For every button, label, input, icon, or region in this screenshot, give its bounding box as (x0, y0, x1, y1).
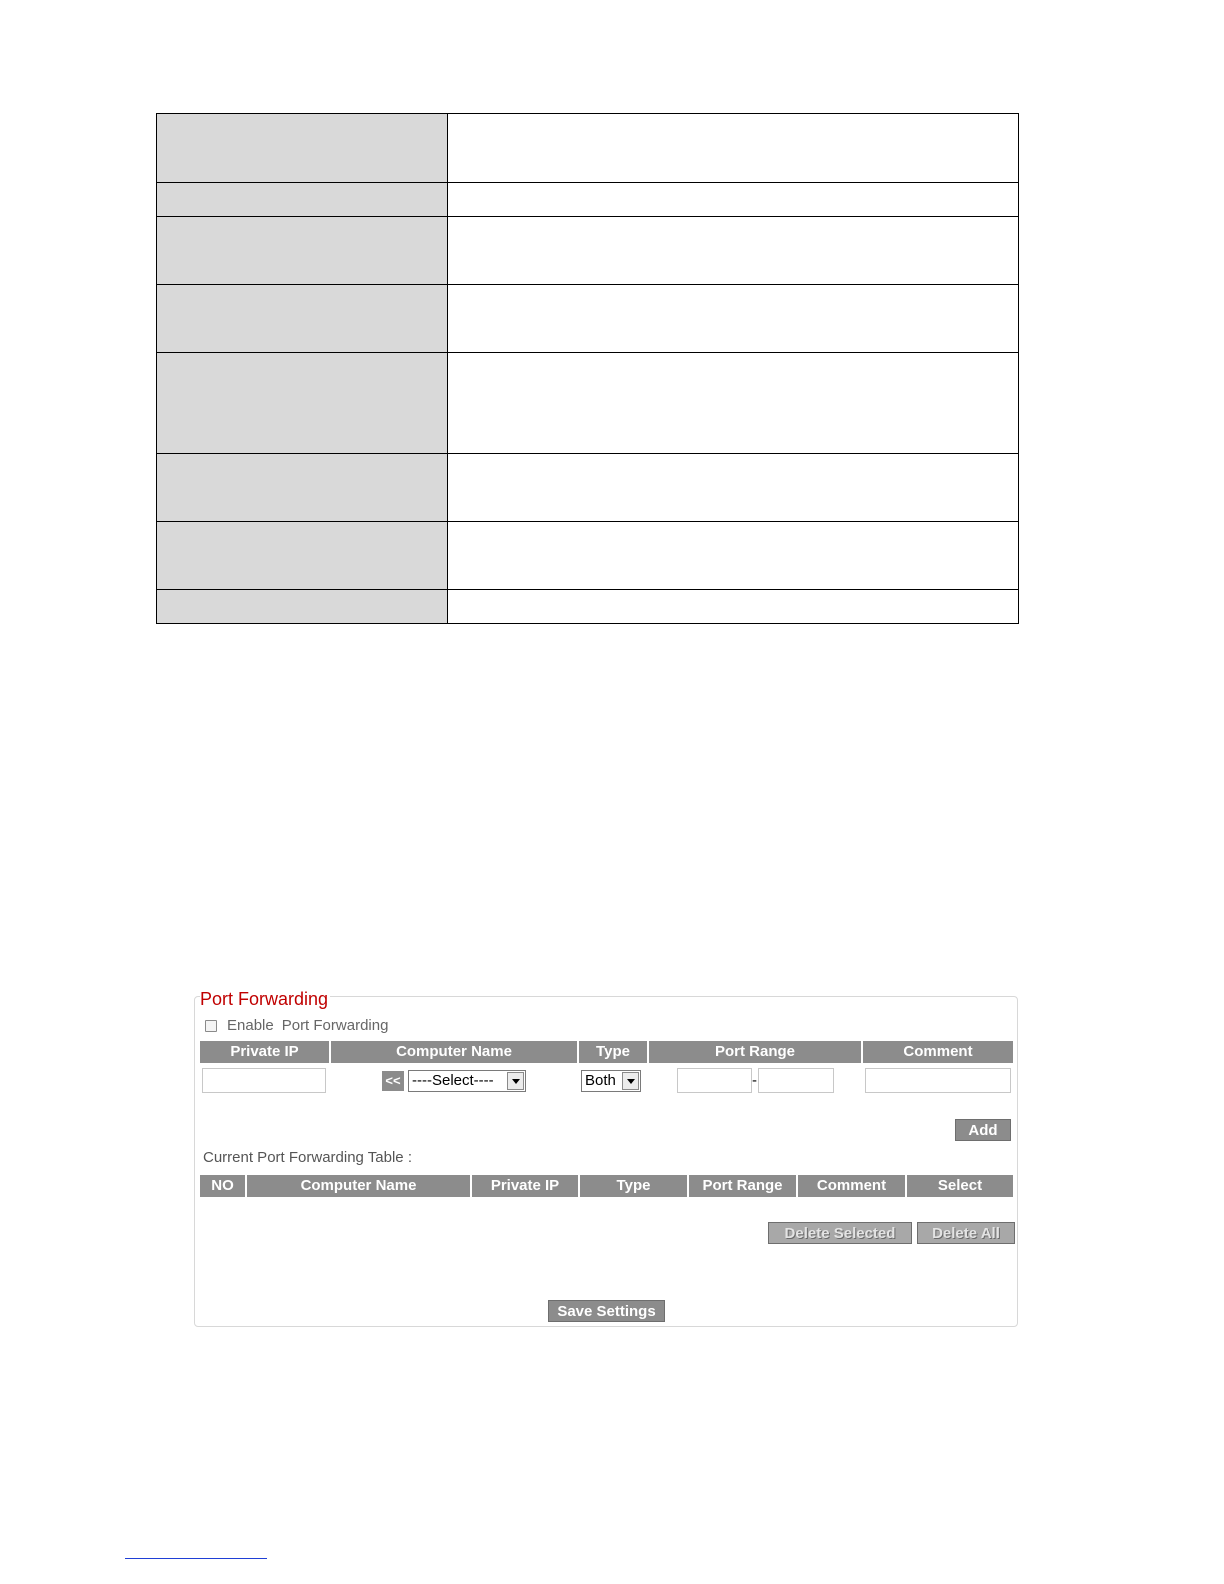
header-type: Type (579, 1041, 647, 1063)
header-port-range: Port Range (649, 1041, 861, 1063)
row-description (448, 522, 1019, 590)
table-header-port-range: Port Range (689, 1175, 796, 1197)
port-range-from-input[interactable] (677, 1068, 752, 1093)
table-row (157, 217, 1019, 285)
row-description (448, 114, 1019, 183)
table-row (157, 183, 1019, 217)
type-select-value: Both (585, 1072, 616, 1089)
computer-name-select[interactable] (408, 1070, 526, 1092)
row-label (157, 183, 448, 217)
enable-label: Enable (227, 1017, 274, 1034)
table-header-select: Select (907, 1175, 1013, 1197)
add-button[interactable]: Add (955, 1119, 1011, 1141)
table-header-private-ip: Private IP (472, 1175, 578, 1197)
footer-link-underline (125, 1558, 267, 1559)
header-private-ip: Private IP (200, 1041, 329, 1063)
table-row (157, 522, 1019, 590)
header-comment: Comment (863, 1041, 1013, 1063)
row-label (157, 353, 448, 454)
row-label (157, 522, 448, 590)
row-description (448, 217, 1019, 285)
row-description (448, 590, 1019, 624)
table-row (157, 590, 1019, 624)
chevron-down-icon (507, 1072, 524, 1090)
table-row (157, 454, 1019, 522)
delete-all-button[interactable]: Delete All (917, 1222, 1015, 1244)
port-forwarding-label: Port Forwarding (281, 1017, 389, 1034)
row-label (157, 454, 448, 522)
delete-selected-button[interactable]: Delete Selected (768, 1222, 912, 1244)
copy-computer-name-button[interactable]: << (382, 1071, 404, 1091)
header-computer-name: Computer Name (331, 1041, 577, 1063)
current-table-caption: Current Port Forwarding Table : (203, 1149, 412, 1166)
computer-name-select-value: ----Select---- (412, 1072, 494, 1089)
description-table (156, 113, 1019, 624)
table-header-computer-name: Computer Name (247, 1175, 470, 1197)
panel-title: Port Forwarding (200, 989, 329, 1009)
table-header-type: Type (580, 1175, 687, 1197)
save-settings-button[interactable]: Save Settings (548, 1300, 665, 1322)
chevron-down-icon (622, 1072, 639, 1090)
enable-port-forwarding-row (205, 1017, 388, 1034)
row-description (448, 183, 1019, 217)
row-label (157, 285, 448, 353)
table-row (157, 285, 1019, 353)
table-header-comment: Comment (798, 1175, 905, 1197)
row-description (448, 454, 1019, 522)
type-select[interactable] (581, 1070, 641, 1092)
row-label (157, 114, 448, 183)
row-label (157, 590, 448, 624)
comment-input[interactable] (865, 1068, 1011, 1093)
row-label (157, 217, 448, 285)
table-row (157, 114, 1019, 183)
private-ip-input[interactable] (202, 1068, 326, 1093)
table-row (157, 353, 1019, 454)
enable-port-forwarding-checkbox[interactable] (205, 1020, 217, 1032)
port-range-separator: - (752, 1072, 757, 1089)
row-description (448, 285, 1019, 353)
row-description (448, 353, 1019, 454)
table-header-no: NO (200, 1175, 245, 1197)
port-range-to-input[interactable] (758, 1068, 834, 1093)
